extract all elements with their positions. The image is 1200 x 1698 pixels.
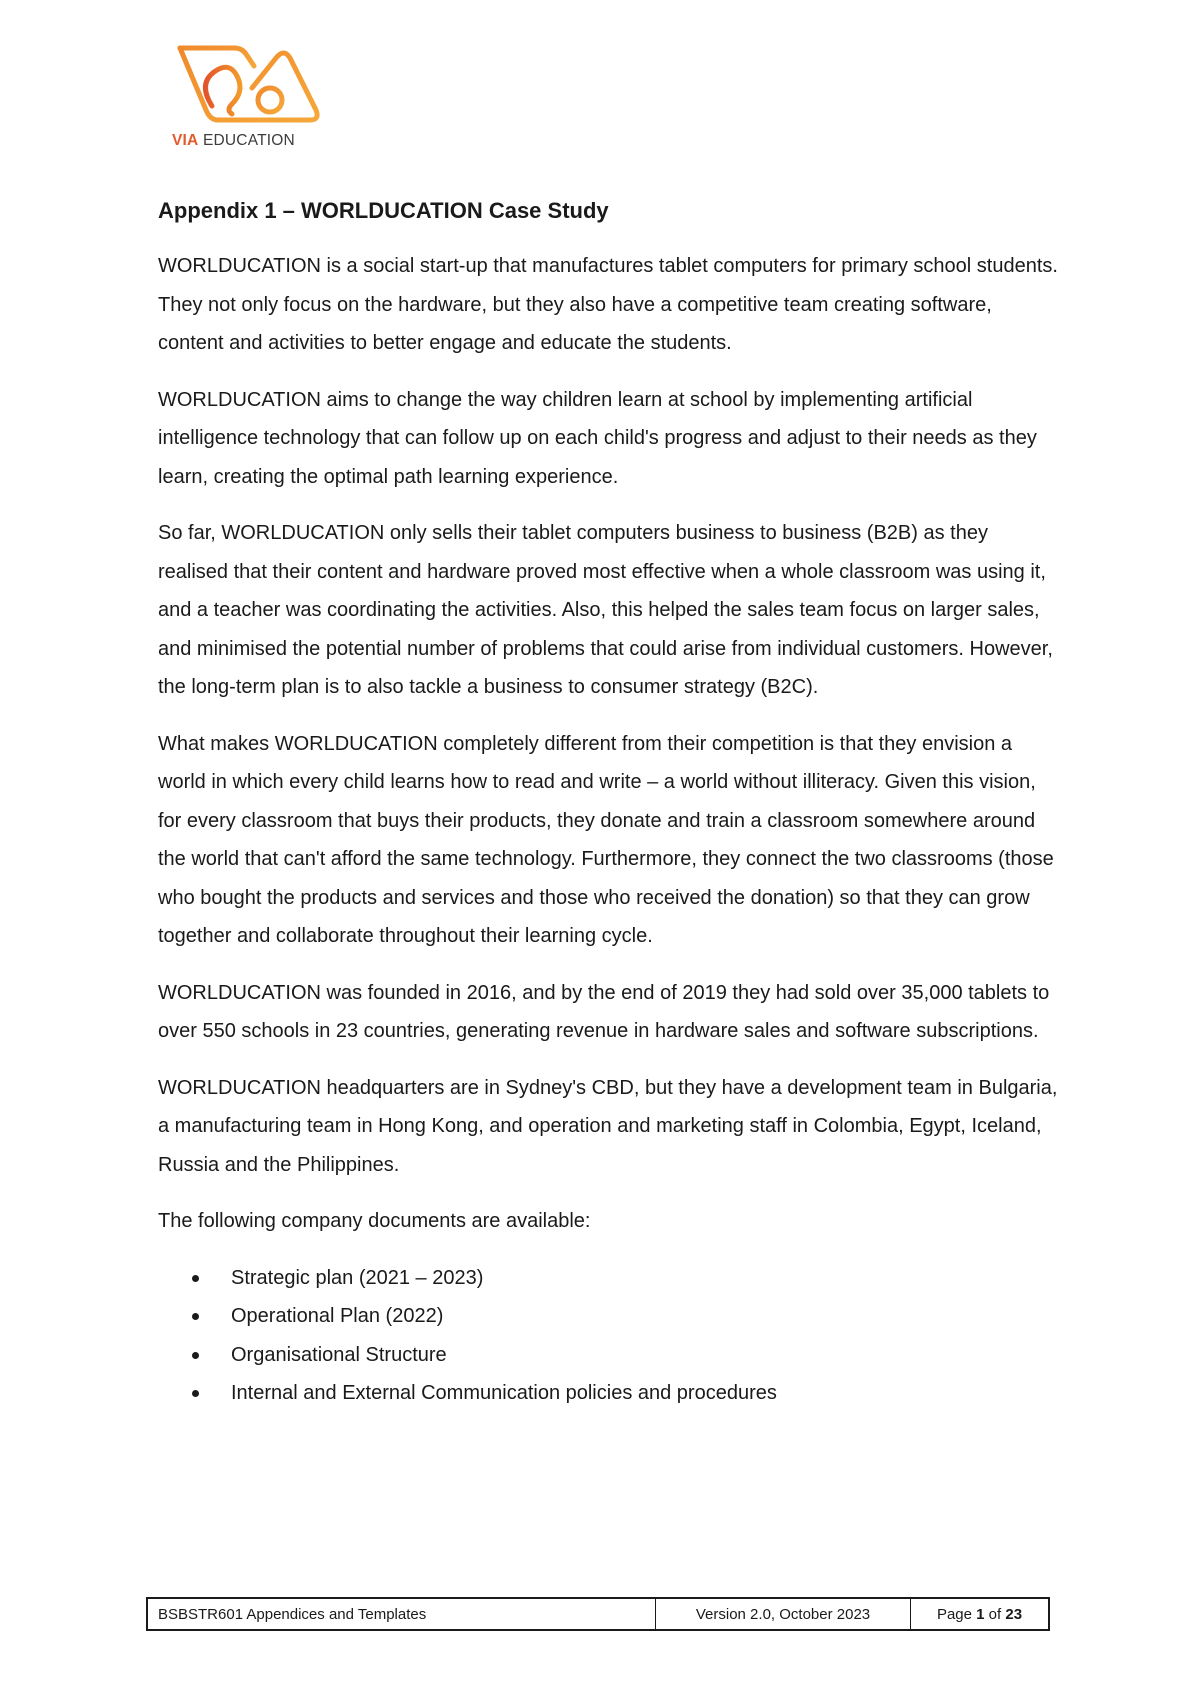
list-item-text: Strategic plan (2021 – 2023) bbox=[231, 1266, 484, 1289]
page-prefix: Page bbox=[936, 1605, 972, 1623]
paragraph-aims: WORLDUCATION aims to change the way children learn at school by implementing artificial intelligence technology that can follow up on each child's progress and adjust to their needs as they learn, creating the optimal path learning experience. bbox=[158, 388, 1037, 488]
bullet-icon bbox=[192, 1390, 199, 1397]
paragraph-sales: So far, WORLDUCATION only sells their tablet computers business to business (B2B) as they realised that their content and hardware proved most effective when a whole classroom was using it, and a teacher was coordinating the activities. Also, this helped the sales team focus on larger sales, and minimised the potential number of problems that could arise from individual customers. However, the long-term plan is to also tackle a business to consumer strategy (B2C). bbox=[158, 522, 1053, 698]
bullet-icon bbox=[192, 1313, 199, 1320]
paragraph-locations: WORLDUCATION headquarters are in Sydney's CBD, but they have a development team in Bulgaria, a manufacturing team in Hong Kong, and operation and marketing staff in Colombia, Egypt, Iceland, Russia and the Philippines. bbox=[158, 1076, 1058, 1176]
list-item-text: Organisational Structure bbox=[231, 1343, 447, 1366]
page-footer bbox=[146, 1597, 1050, 1631]
list-item bbox=[158, 1374, 1062, 1413]
bullet-icon bbox=[192, 1275, 199, 1282]
documents-list bbox=[158, 1259, 1062, 1413]
bullet-icon bbox=[192, 1352, 199, 1359]
page-total: 23 bbox=[1005, 1605, 1023, 1623]
document-title: Appendix 1 – WORLDUCATION Case Study bbox=[158, 198, 609, 223]
logo-text-via: VIA bbox=[172, 132, 199, 149]
list-item-text: Internal and External Communication policies and procedures bbox=[231, 1382, 777, 1404]
logo-text-education: EDUCATION bbox=[202, 132, 295, 149]
document-body bbox=[158, 196, 1062, 1413]
footer-page-number bbox=[911, 1599, 1048, 1629]
list-item bbox=[158, 1297, 1062, 1336]
paragraph-documents-intro: The following company documents are available: bbox=[158, 1210, 591, 1232]
paragraph-history: WORLDUCATION was founded in 2016, and by the end of 2019 they had sold over 35,000 tablets to over 550 schools in 23 countries, generating revenue in hardware sales and software subscriptions. bbox=[158, 981, 1050, 1042]
via-education-logo-mark-icon bbox=[172, 44, 326, 128]
page-current: 1 bbox=[976, 1605, 985, 1623]
footer-version: Version 2.0, October 2023 bbox=[656, 1599, 911, 1629]
page-of: of bbox=[988, 1605, 1002, 1623]
list-item-text: Operational Plan (2022) bbox=[231, 1305, 444, 1327]
footer-doc-name: BSBSTR601 Appendices and Templates bbox=[148, 1599, 656, 1629]
via-education-logo bbox=[172, 44, 326, 156]
list-item bbox=[158, 1336, 1062, 1375]
list-item bbox=[158, 1259, 1062, 1298]
paragraph-vision: What makes WORLDUCATION completely different from their competition is that they envision a world in which every child learns how to read and write – a world without illiteracy. Given this vision, for every classroom that buys their products, they donate and train a classroom somewhere around the world that can't afford the same technology. Furthermore, they connect the two classrooms (those who bought the products and services and those who received the donation) so that they can grow together and collaborate throughout their learning cycle. bbox=[158, 732, 1054, 947]
paragraph-intro: WORLDUCATION is a social start-up that manufactures tablet computers for primary school students. They not only focus on the hardware, but they also have a competitive team creating software, content and activities to better engage and educate the students. bbox=[158, 255, 1058, 354]
logo-wordmark bbox=[172, 132, 295, 150]
